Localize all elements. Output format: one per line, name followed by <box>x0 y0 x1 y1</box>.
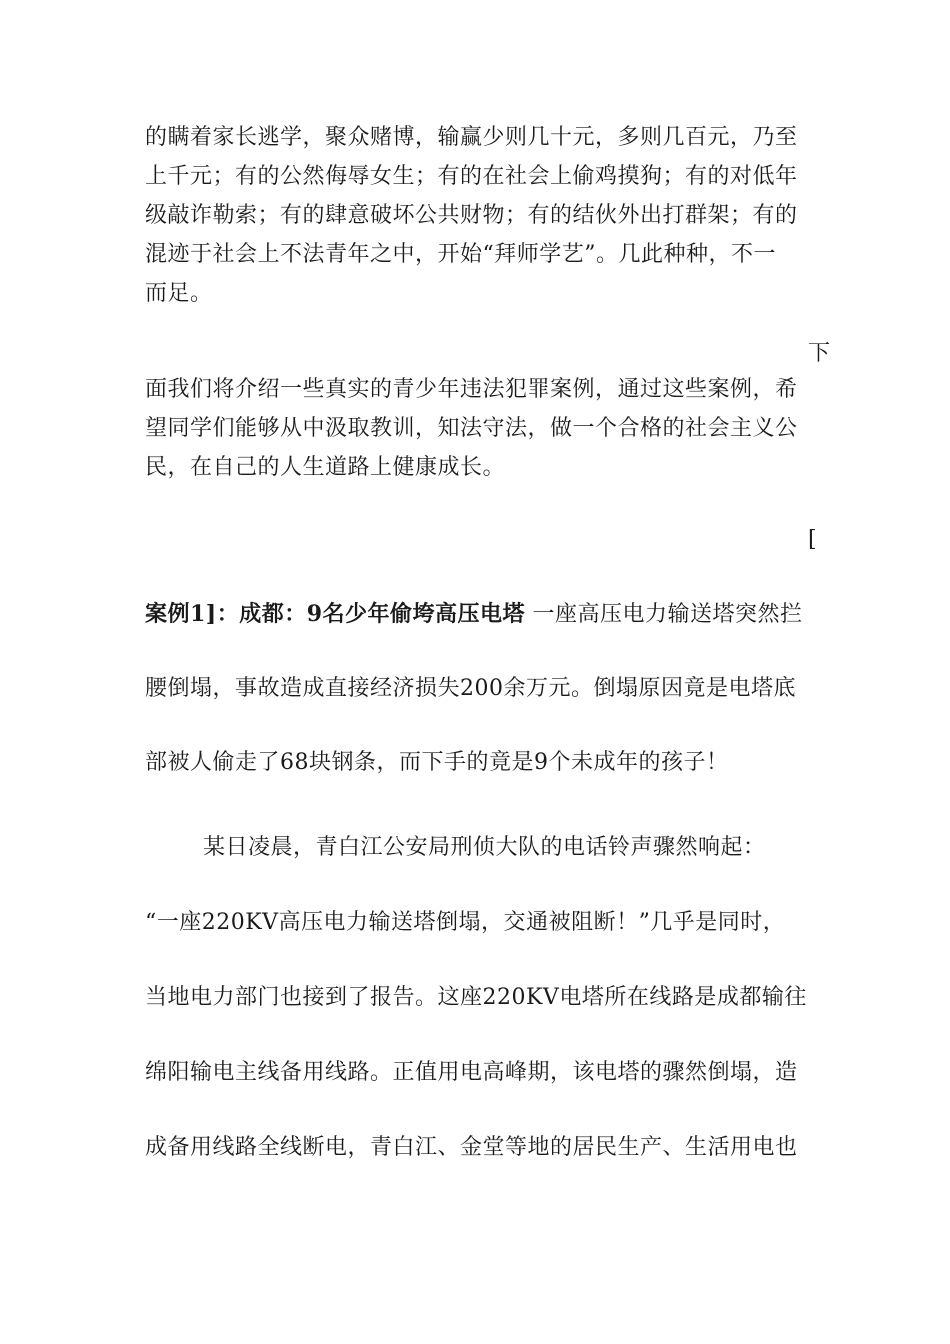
paragraph-line: 面我们将介绍一些真实的青少年违法犯罪案例，通过这些案例，希 <box>145 377 798 402</box>
case-title-rest: 一座高压电力输送塔突然拦 <box>525 602 803 627</box>
paragraph-line: 成备用线路全线断电，青白江、金堂等地的居民生产、生活用电也 <box>145 1135 798 1160</box>
paragraph-line: 的瞒着家长逃学，聚众赌博，输赢少则几十元，多则几百元，乃至 <box>145 125 798 150</box>
case-title: 案例1]：成都：9名少年偷垮高压电塔 <box>145 601 526 627</box>
paragraph-line: 绵阳输电主线备用线路。正值用电高峰期，该电塔的骤然倒塌，造 <box>145 1060 798 1085</box>
paragraph-line: 当地电力部门也接到了报告。这座220KV电塔所在线路是成都输往 <box>145 985 807 1010</box>
paragraph-line: “一座220KV高压电力输送塔倒塌，交通被阻断！”几乎是同时， <box>145 910 786 935</box>
paragraph-line: 部被人偷走了68块钢条，而下手的竟是9个未成年的孩子！ <box>145 750 729 775</box>
paragraph-line: 混迹于社会上不法青年之中，开始“拜师学艺”。几此种种，不一 <box>145 242 776 267</box>
paragraph-line: 而足。 <box>145 281 213 306</box>
marker-xia: 下 <box>808 341 831 366</box>
paragraph-line: 某日凌晨，青白江公安局刑侦大队的电话铃声骤然响起： <box>203 835 766 860</box>
case-title-line <box>145 599 803 630</box>
paragraph-line: 腰倒塌，事故造成直接经济损失200余万元。倒塌原因竟是电塔底 <box>145 676 796 701</box>
paragraph-line: 上千元；有的公然侮辱女生；有的在社会上偷鸡摸狗；有的对低年 <box>145 164 798 189</box>
paragraph-line: 望同学们能够从中汲取教训，知法守法，做一个合格的社会主义公 <box>145 416 798 441</box>
paragraph-line: 级敲诈勒索；有的肆意破坏公共财物；有的结伙外出打群架；有的 <box>145 203 798 228</box>
paragraph-line: 民，在自己的人生道路上健康成长。 <box>145 455 506 480</box>
marker-bracket: [ <box>808 527 817 552</box>
